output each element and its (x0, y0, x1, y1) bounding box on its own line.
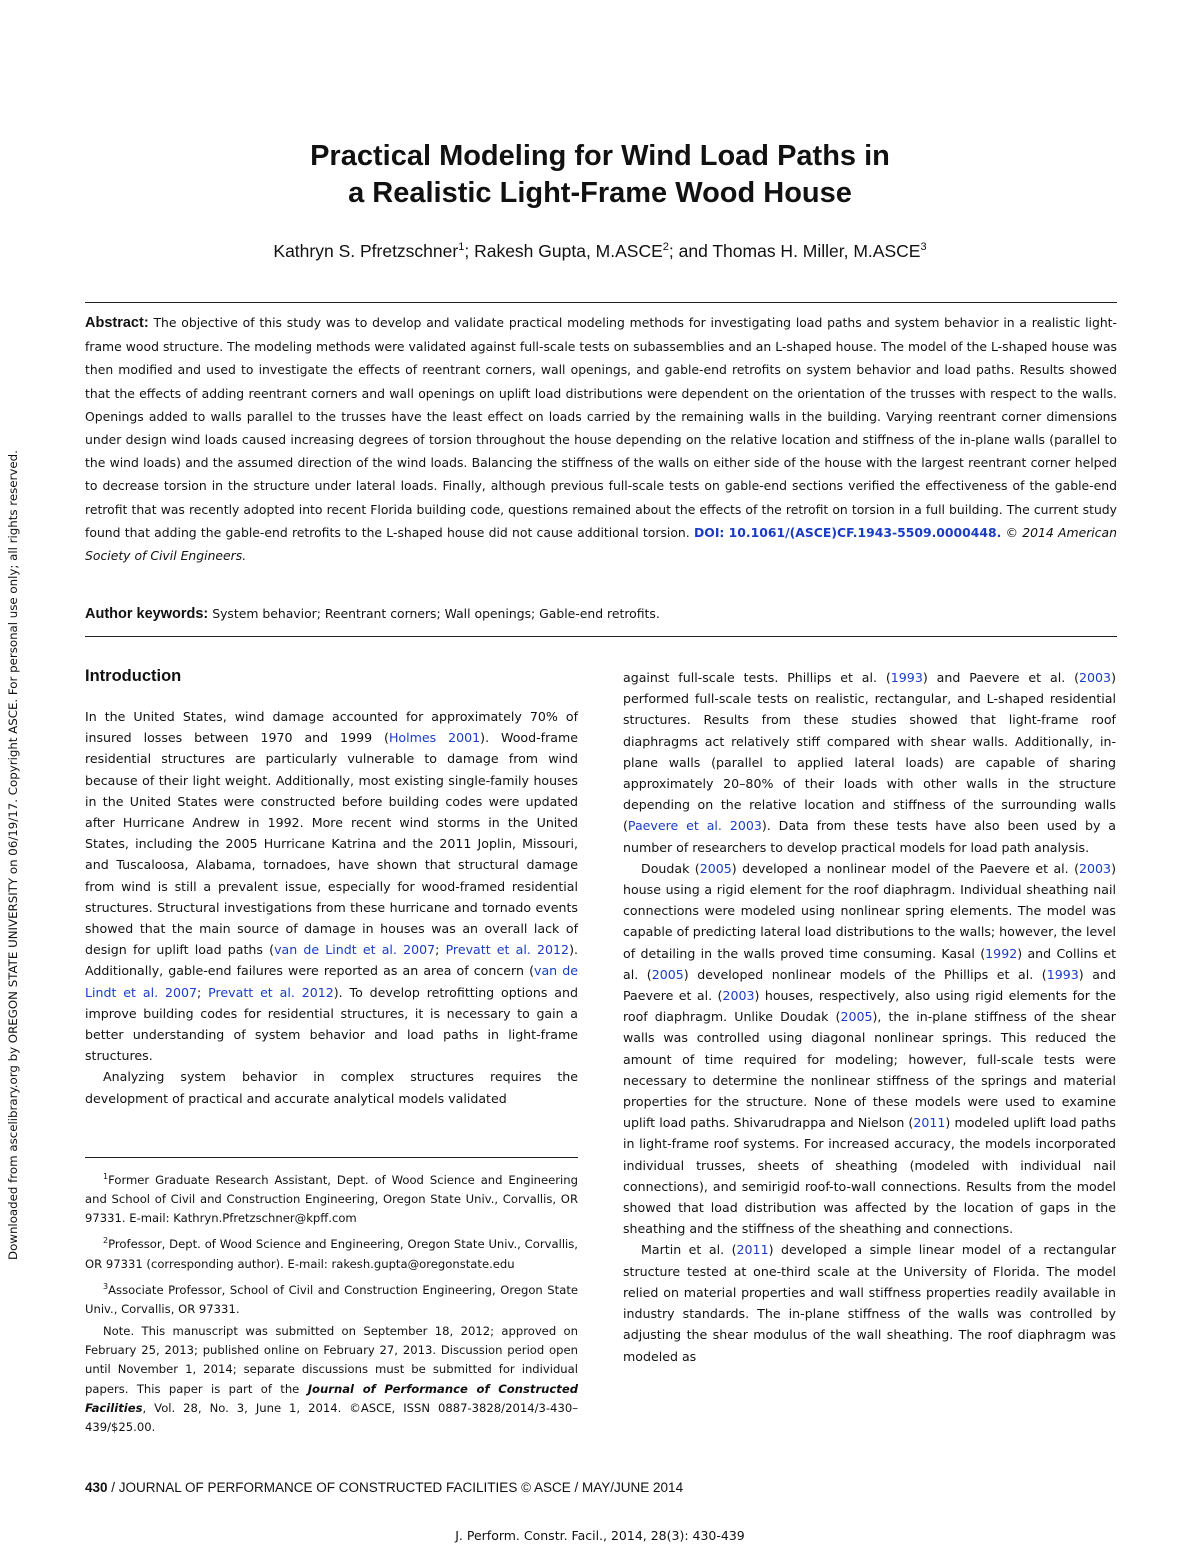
citation-link[interactable]: 1993 (890, 670, 923, 685)
abstract-heading: Abstract: (85, 315, 149, 331)
title-line-2: a Realistic Light-Frame Wood House (348, 177, 852, 209)
intro-paragraph-1: In the United States, wind damage accounted for approximately 70% of insured losses between 1970 and 1999 (Holmes 2001). Wood-frame residential structures are particularly vulnerable to damage from wind because of their light weight. Additionally, most existing single-family houses in the United States were constructed before building codes were updated after Hurricane Andrew in 1992. More recent wind storms in the United States, including the 2005 Hurricane Katrina and the 2011 Joplin, Missouri, and Tuscaloosa, Alabama, tornadoes, have shown that structural damage from wind is still a prevalent issue, especially for wood-framed residential structures. Structural investigations from these hurricane and tornado events showed that the main source of damage in houses was an overall lack of design for uplift load paths (van de Lindt et al. 2007; Prevatt et al. 2012). Additionally, gable-end failures were reported as an area of concern (van de Lindt et al. 2007; Prevatt et al. 2012). To develop retrofitting options and improve building codes for residential structures, it is necessary to gain a better understanding of system behavior and load paths in light-frame structures. (85, 709, 578, 1064)
footnotes (85, 1167, 578, 1440)
abstract-bottom-rule (85, 636, 1117, 637)
citation-link[interactable]: 2005 (699, 860, 732, 876)
doi-link[interactable]: 10.1061/(ASCE)CF.1943-5509.0000448. (728, 524, 1002, 540)
abstract-text: The objective of this study was to develop and validate practical modeling methods for investigating load paths and system behavior in a realistic light-frame wood structure. The modeling methods were validated against full-scale tests on subassemblies and an L-shaped house. The model of the L-shaped house was then modified and used to investigate the effects of reentrant corners, wall openings, and gable-end retrofits on system behavior and load paths. Results showed that the effects of adding reentrant corners and wall openings on uplift load distributions were dependent on the orientation of the trusses with respect to the walls. Openings added to walls parallel to the trusses have the least effect on loads carried by the remaining walls in the building. Varying reentrant corner dimensions under design wind loads caused increasing degrees of torsion throughout the house depending on the relative location and stiffness of the in-plane walls (parallel to the wind loads) and the assumed direction of the wind loads. Balancing the stiffness of the walls on either side of the house with the largest reentrant corner helped to decrease torsion in the structure under lateral loads. Finally, although previous full-scale tests on gable-end sections verified the effectiveness of the gable-end retrofit that was recently adopted into recent Florida building code, questions remained about the effects of the retrofit on torsion in a full building. The current study found that adding the gable-end retrofits to the L-shaped house did not cause additional torsion. (85, 315, 1117, 540)
author-1: Kathryn S. Pfretzschner (273, 241, 459, 261)
download-notice-sidebar (4, 320, 24, 1260)
manuscript-note: Note. This manuscript was submitted on September 18, 2012; approved on February 25, 2013; published online on February 27, 2013. Discussion period open until November 1, 2014; separate discussions must be submitted for individual papers. This paper is part of the Journal of Performance of Constructed Facilities, Vol. 28, No. 3, June 1, 2014. ©ASCE, ISSN 0887-3828/2014/3-430–439/$25.00. (85, 1324, 578, 1435)
citation-link[interactable]: Holmes 2001 (388, 730, 481, 746)
author-3: ; and Thomas H. Miller, M.ASCE (668, 241, 921, 261)
paper-title (0, 138, 1200, 212)
footnote-rule (85, 1157, 578, 1158)
right-column (623, 667, 1116, 1367)
citation-link[interactable]: 2011 (736, 1242, 769, 1258)
download-notice-text: Downloaded from ascelibrary.org by OREGON STATE UNIVERSITY on 06/19/17. Copyright ASCE. For personal use only; all rights reserved. (6, 450, 20, 1260)
citation-link[interactable]: 2005 (651, 966, 684, 982)
abstract (85, 311, 1117, 567)
author-2-affil: 2 (662, 241, 669, 254)
citation-link[interactable]: Prevatt et al. 2012 (445, 942, 570, 958)
author-keywords (85, 606, 1117, 622)
author-2: ; Rakesh Gupta, M.ASCE (464, 241, 663, 261)
citation-link[interactable]: 2003 (1079, 860, 1112, 876)
citation-link[interactable]: 1992 (985, 945, 1018, 961)
author-list (0, 241, 1200, 262)
doi-label: DOI: (694, 524, 725, 540)
citation-link[interactable]: 2003 (722, 988, 755, 1004)
section-heading-introduction: Introduction (85, 667, 182, 685)
title-line-1: Practical Modeling for Wind Load Paths in (310, 140, 890, 172)
footnote-2: $^2$Professor, Dept. of Wood Science and Engineering, Oregon State Univ., Corvallis, OR 97331 (corresponding author). E-mail: rakesh.gupta@oregonstate.edu (85, 1236, 578, 1271)
citation-link[interactable]: Prevatt et al. 2012 (208, 984, 334, 1000)
citation-footer: J. Perform. Constr. Facil., 2014, 28(3): 430-439 (455, 1528, 745, 1543)
running-footer (85, 1480, 683, 1495)
citation-link[interactable]: 1993 (1046, 966, 1079, 982)
keywords-heading: Author keywords: (85, 606, 209, 622)
journal-name: Journal of Performance of Constructed Facilities (85, 1381, 578, 1415)
citation-link[interactable]: 2005 (840, 1009, 873, 1025)
keywords-text: System behavior; Reentrant corners; Wall openings; Gable-end retrofits. (212, 606, 660, 621)
running-footer-text: / JOURNAL OF PERFORMANCE OF CONSTRUCTED FACILITIES © ASCE / MAY/JUNE 2014 (107, 1480, 684, 1495)
footnote-3: $^3$Associate Professor, School of Civil and Construction Engineering, Oregon State Univ., Corvallis, OR 97331. (85, 1281, 578, 1316)
author-1-affil: 1 (458, 241, 465, 254)
copyright-text: © 2014 American Society of Civil Engineers. (85, 524, 1117, 564)
intro-paragraph-2: Analyzing system behavior in complex structures requires the development of practical and accurate analytical models validated (85, 1069, 578, 1106)
citation-link[interactable]: 2011 (913, 1115, 946, 1131)
left-column (85, 706, 578, 1109)
citation-link[interactable]: 2003 (1079, 670, 1112, 685)
citation-link[interactable]: van de Lindt et al. 2007 (85, 963, 578, 1000)
right-paragraph-1: against full-scale tests. Phillips et al. (1993) and Paevere et al. (2003) performed full-scale tests on realistic, rectangular, and L-shaped residential structures. Results from these studies showed that light-frame roof diaphragms act relatively stiff compared with shear walls. Additionally, in-plane walls (parallel to applied lateral loads) are capable of sharing approximately 20–80% of their loads with other walls in the structure depending on the relative location and stiffness of the surrounding walls (Paevere et al. 2003). Data from these tests have also been used by a number of researchers to develop practical models for load path analysis. (623, 670, 1117, 855)
citation-link[interactable]: van de Lindt et al. 2007 (274, 942, 436, 958)
page-number: 430 (85, 1480, 108, 1495)
citation-link[interactable]: Paevere et al. 2003 (627, 818, 762, 834)
footnote-1: $^1$Former Graduate Research Assistant, Dept. of Wood Science and Engineering and School of Civil and Construction Engineering, Oregon State Univ., Corvallis, OR 97331. E-mail: Kathryn.Pfretzschner@kpff.com (85, 1172, 578, 1226)
right-paragraph-2: Doudak (2005) developed a nonlinear model of the Paevere et al. (2003) house using a rigid element for the roof diaphragm. Individual sheathing nail connections were modeled using nonlinear spring elements. The model was capable of predicting lateral load distributions to the walls; however, the level of detailing in the walls proved time consuming. Kasal (1992) and Collins et al. (2005) developed nonlinear models of the Phillips et al. (1993) and Paevere et al. (2003) houses, respectively, also using rigid elements for the roof diaphragm. Unlike Doudak (2005), the in-plane stiffness of the shear walls was controlled using diagonal nonlinear springs. This reduced the amount of time required for modeling; however, full-scale tests were necessary to determine the nonlinear stiffness of the springs and material properties for the structure. None of these models were used to examine uplift load paths. Shivarudrappa and Nielson (2011) modeled uplift load paths in light-frame roof systems. For increased accuracy, the models incorporated individual trusses, sheets of sheathing (modeled with individual nail connections), and semirigid roof-to-wall connections. Results from the model showed that load distribution was affected by the location of gaps in the sheathing and the stiffness of the sheathing and connections. (623, 860, 1117, 1237)
right-paragraph-3: Martin et al. (2011) developed a simple linear model of a rectangular structure tested at one-third scale at the University of Florida. The model relied on material properties and wall stiffness properties readily available in industry standards. The in-plane stiffness of the walls was controlled by adjusting the shear modulus of the wall sheathing. The roof diaphragm was modeled as (623, 1242, 1116, 1364)
abstract-top-rule (85, 302, 1117, 303)
author-3-affil: 3 (920, 241, 927, 254)
